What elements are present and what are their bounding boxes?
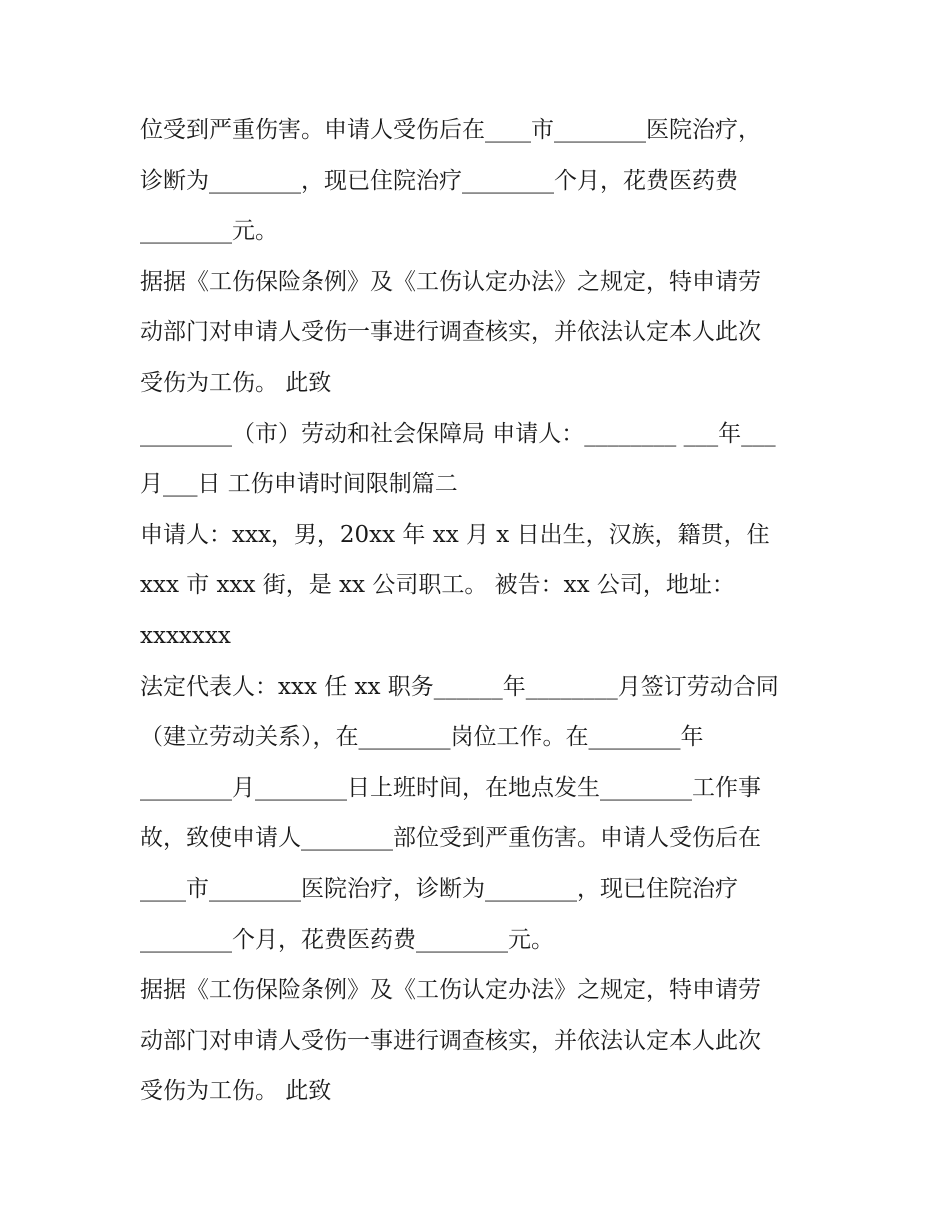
- text-line: 申请人：xxx，男，20xx 年 xx 月 x 日出生，汉族，籍贯，住: [140, 521, 770, 548]
- text-line: 据据《工伤保险条例》及《工伤认定办法》之规定，特申请劳: [140, 268, 761, 295]
- text-line: （建立劳动关系），在________岗位工作。在________年: [140, 724, 704, 751]
- text-line: 受伤为工伤。 此致: [140, 1078, 332, 1105]
- text-line: ____市________医院治疗，诊断为________，现已住院治疗: [140, 875, 738, 902]
- text-line: 法定代表人：xxx 任 xx 职务______年________月签订劳动合同: [140, 673, 779, 700]
- text-line: ________月________日上班时间，在地点发生________工作事: [140, 774, 761, 801]
- text-line: 位受到严重伤害。申请人受伤后在____市________医院治疗，: [140, 117, 761, 143]
- text-line: 故，致使申请人________部位受到严重伤害。申请人受伤后在: [140, 825, 761, 852]
- text-line: xxx 市 xxx 街，是 xx 公司职工。 被告：xx 公司，地址：: [140, 572, 735, 599]
- document-body: [140, 105, 820, 1117]
- text-line: 动部门对申请人受伤一事进行调查核实，并依法认定本人此次: [140, 319, 761, 346]
- text-line: ________个月，花费医药费________元。: [140, 926, 554, 953]
- text-line: 诊断为________，现已住院治疗________个月，花费医药费: [140, 167, 738, 194]
- text-line: 据据《工伤保险条例》及《工伤认定办法》之规定，特申请劳: [140, 977, 761, 1004]
- text-line: 受伤为工伤。 此致: [140, 369, 332, 396]
- text-line: 月___日 工伤申请时间限制篇二: [140, 471, 458, 498]
- text-line: 动部门对申请人受伤一事进行调查核实，并依法认定本人此次: [140, 1027, 761, 1054]
- text-line: ________（市）劳动和社会保障局 申请人：________ ___年___: [140, 420, 776, 447]
- text-line: xxxxxxx: [140, 622, 231, 649]
- text-line: ________元。: [140, 218, 278, 245]
